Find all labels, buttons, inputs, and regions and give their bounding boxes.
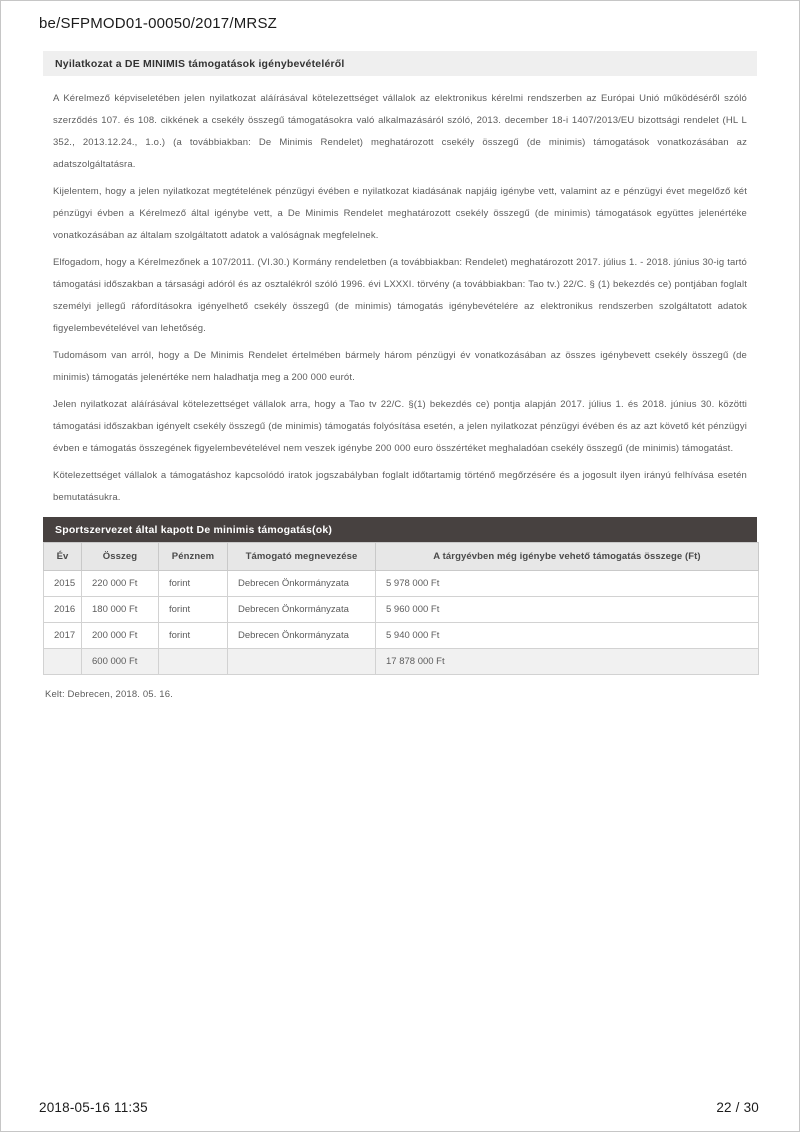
cell-remaining: 5 940 000 Ft xyxy=(376,623,759,649)
cell-year-total xyxy=(44,649,82,675)
cell-amount-total: 600 000 Ft xyxy=(82,649,159,675)
cell-remaining: 5 978 000 Ft xyxy=(376,571,759,597)
column-header-donor: Támogató megnevezése xyxy=(228,543,376,571)
cell-donor-total xyxy=(228,649,376,675)
declaration-paragraph: Tudomásom van arról, hogy a De Minimis Rendelet értelmében bármely három pénzügyi év vonatkozásában az összes igénybevett csekély összegű (de minimis) támogatás jelenértéke nem haladhatja meg a 200 000 eurót. xyxy=(53,350,747,383)
de-minimis-table xyxy=(43,542,759,675)
cell-amount: 220 000 Ft xyxy=(82,571,159,597)
table-row xyxy=(44,623,759,649)
cell-remaining: 5 960 000 Ft xyxy=(376,597,759,623)
declaration-paragraph: A Kérelmező képviseletében jelen nyilatkozat aláírásával kötelezettséget vállalok az elektronikus kérelmi rendszerben az Európai Unió működéséről szóló szerződés 107. és 108. cikkének a csekély összegű támogatásokra való alkalmazásáról szóló, 2013. december 18-i 1407/2013/EU bizottsági rendelet (HL L 352., 2013.12.24., 1.o.) (a továbbiakban: De Minimis Rendelet) meghatározott csekély összegű (de minimis) támogatások vonatkozásában az adatszolgáltatásra. xyxy=(53,93,747,170)
date-line: Kelt: Debrecen, 2018. 05. 16. xyxy=(45,689,173,700)
cell-year: 2015 xyxy=(44,571,82,597)
cell-currency: forint xyxy=(159,597,228,623)
declaration-body xyxy=(53,88,747,509)
declaration-title-bar: Nyilatkozat a DE MINIMIS támogatások igénybevételéről xyxy=(43,51,757,76)
cell-year: 2017 xyxy=(44,623,82,649)
cell-year: 2016 xyxy=(44,597,82,623)
cell-donor: Debrecen Önkormányzata xyxy=(228,571,376,597)
cell-donor: Debrecen Önkormányzata xyxy=(228,623,376,649)
column-header-year: Év xyxy=(44,543,82,571)
cell-currency: forint xyxy=(159,571,228,597)
column-header-amount: Összeg xyxy=(82,543,159,571)
declaration-paragraph: Kötelezettséget vállalok a támogatáshoz kapcsolódó iratok jogszabályban foglalt időtartamig történő megőrzésére és a jogosult ilyen irányú felhívása esetén bemutatásukra. xyxy=(53,470,747,503)
document-id: be/SFPMOD01-00050/2017/MRSZ xyxy=(39,15,278,32)
footer-datetime: 2018-05-16 11:35 xyxy=(39,1100,148,1115)
cell-amount: 200 000 Ft xyxy=(82,623,159,649)
column-header-currency: Pénznem xyxy=(159,543,228,571)
declaration-paragraph: Kijelentem, hogy a jelen nyilatkozat megtételének pénzügyi évében e nyilatkozat kiadásának napjáig igénybe vett, valamint az e pénzügyi évet megelőző két pénzügyi évben a Kérelmező által igénybe vett, a De Minimis Rendelet meghatározott csekély összegű (de minimis) támogatások együttes jelenértéke vonatkozásában az általam szolgáltatott adatok a valóságnak megfelelnek. xyxy=(53,186,747,241)
table-header-row xyxy=(44,543,759,571)
cell-currency-total xyxy=(159,649,228,675)
table-row xyxy=(44,571,759,597)
cell-remaining-total: 17 878 000 Ft xyxy=(376,649,759,675)
cell-donor: Debrecen Önkormányzata xyxy=(228,597,376,623)
declaration-paragraph: Elfogadom, hogy a Kérelmezőnek a 107/2011. (VI.30.) Kormány rendeletben (a továbbiakban: Rendelet) meghatározott 2017. július 1. - 2018. június 30-ig tartó támogatási időszakban a társasági adóról és az osztalékról szóló 1996. évi LXXXI. törvény (a továbbiakban: Tao tv.) 22/C. § (1) bekezdés ce) pontjában foglalt személyi jellegű ráfordításokra igényelhető csekély összegű (de minimis) támogatás igénybevételére az elektronikus rendszerben szolgáltatott adatok figyelembevételével van lehetőség. xyxy=(53,257,747,334)
table-row xyxy=(44,597,759,623)
cell-currency: forint xyxy=(159,623,228,649)
table-total-row xyxy=(44,649,759,675)
page-footer xyxy=(39,1100,759,1115)
cell-amount: 180 000 Ft xyxy=(82,597,159,623)
footer-page-indicator: 22 / 30 xyxy=(716,1100,759,1115)
de-minimis-table-title: Sportszervezet által kapott De minimis támogatás(ok) xyxy=(43,517,757,542)
column-header-remaining: A tárgyévben még igénybe vehető támogatás összege (Ft) xyxy=(376,543,759,571)
declaration-paragraph: Jelen nyilatkozat aláírásával kötelezettséget vállalok arra, hogy a Tao tv 22/C. §(1) bekezdés ce) pontja alapján 2017. július 1. és 2018. június 30. közötti támogatási időszakban igényelt csekély összegű (de minimis) támogatás folyósítása esetén, a jelen nyilatkozat pénzügyi évében és az azt követő két pénzügyi évben e támogatás összegének figyelembevételével nem veszek igénybe 200 000 euro összértéket meghaladóan csekély összegű (de minimis) támogatást. xyxy=(53,399,747,454)
